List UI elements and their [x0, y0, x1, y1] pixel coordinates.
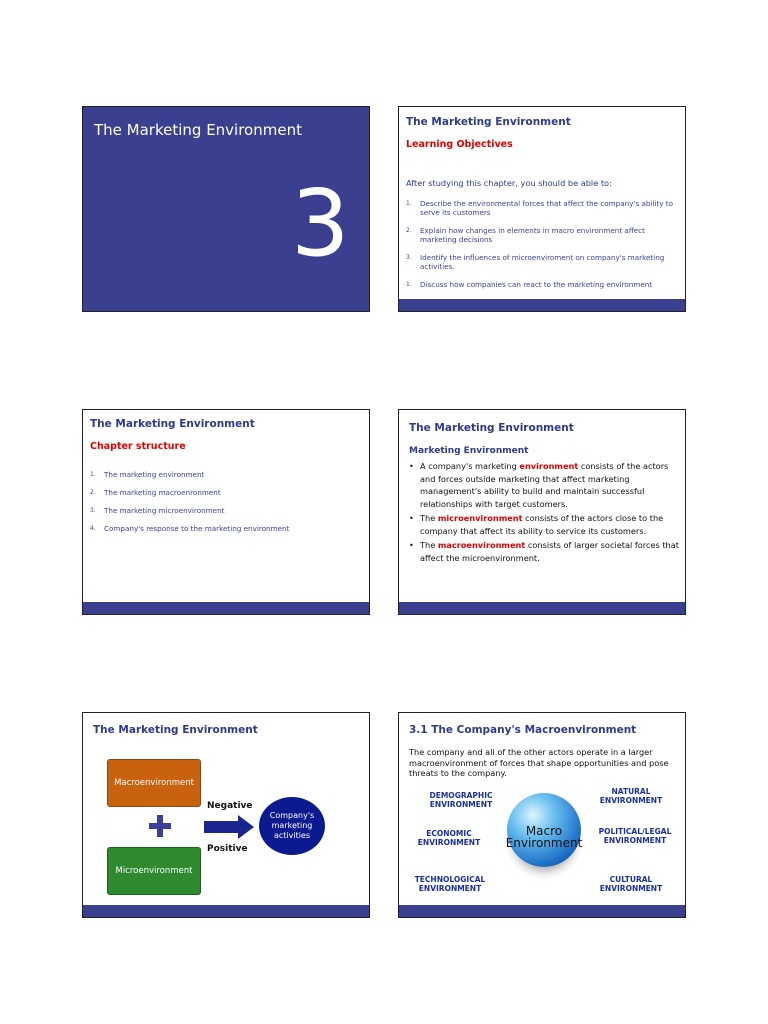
technological-environment: TECHNOLOGICAL ENVIRONMENT	[414, 875, 486, 893]
slide-2-intro: After studying this chapter, you should be able to:	[406, 178, 612, 188]
slide-1-title: The Marketing Environment	[94, 121, 302, 139]
list-item: 2. Explain how changes in elements in macro environment affect marketing decisions	[406, 226, 645, 244]
slide-2-title: The Marketing Environment	[406, 116, 571, 128]
right-arrow-icon	[204, 815, 256, 839]
plus-icon	[149, 815, 171, 837]
slide-3	[82, 409, 370, 615]
slide-1	[82, 106, 370, 312]
slide-footer-bar	[83, 602, 369, 614]
slide-6-text: The company and all of the other actors operate in a larger macroenvironment of forces that shape opportunities and pose threats to the company.	[409, 747, 669, 778]
political-legal-environment: POLITICAL/LEGAL ENVIRONMENT	[598, 827, 672, 845]
cultural-environment: CULTURAL ENVIRONMENT	[599, 875, 663, 893]
slide-6	[398, 712, 686, 918]
natural-environment: NATURAL ENVIRONMENT	[599, 787, 663, 805]
macroenvironment-box: Macroenvironment	[107, 759, 201, 807]
slide-4-title: The Marketing Environment	[409, 422, 574, 434]
list-item: 1. The marketing environment	[90, 470, 205, 479]
economic-environment: ECONOMIC ENVIRONMENT	[417, 829, 481, 847]
slide-footer-bar	[399, 299, 685, 311]
microenvironment-box: Microenvironment	[107, 847, 201, 895]
list-item: 3. The marketing microenvironment	[90, 506, 225, 515]
list-item: • A company's marketing environment consists of the actors and forces outside marketing that affect marketing management's ability to build and maintain successful relationships with target customers.	[409, 461, 669, 509]
slide-3-title: The Marketing Environment	[90, 418, 255, 430]
list-item: 1. Discuss how companies can react to the marketing environment	[406, 280, 653, 289]
list-item: • The microenvironment consists of the actors close to the company that affect its ability to service its customers.	[409, 513, 664, 536]
company-activities-ellipse: Company's marketing activities	[259, 797, 325, 855]
structure-list	[90, 470, 360, 542]
list-item: 4. Company's response to the marketing environment	[90, 524, 290, 533]
definition-list	[409, 460, 679, 564]
list-item: • The macroenvironment consists of larger societal forces that affect the microenvironment.	[409, 540, 679, 563]
chapter-number: 3	[291, 170, 350, 277]
positive-label: Positive	[207, 844, 248, 854]
slide-footer-bar	[399, 905, 685, 917]
slide-4-subtitle: Marketing Environment	[409, 446, 529, 456]
slide-footer-bar	[83, 905, 369, 917]
list-item: 3. Identify the influences of microenviroment on company's marketing activities.	[406, 253, 665, 271]
slide-3-subtitle: Chapter structure	[90, 441, 186, 452]
slide-2	[398, 106, 686, 312]
demographic-environment: DEMOGRAPHIC ENVIRONMENT	[429, 791, 493, 809]
slide-5	[82, 712, 370, 918]
list-item: 2. The marketing macroenronment	[90, 488, 221, 497]
list-item: 1. Describe the environmental forces that affect the company's ability to serve its customers	[406, 199, 673, 217]
objectives-list	[406, 199, 676, 289]
globe-label: Macro Environment	[505, 824, 583, 850]
slide-6-title: 3.1 The Company's Macroenvironment	[409, 724, 637, 736]
slide-4	[398, 409, 686, 615]
slide-2-subtitle: Learning Objectives	[406, 139, 513, 150]
slide-5-title: The Marketing Environment	[93, 724, 258, 736]
negative-label: Negative	[207, 801, 253, 811]
slide-footer-bar	[399, 602, 685, 614]
